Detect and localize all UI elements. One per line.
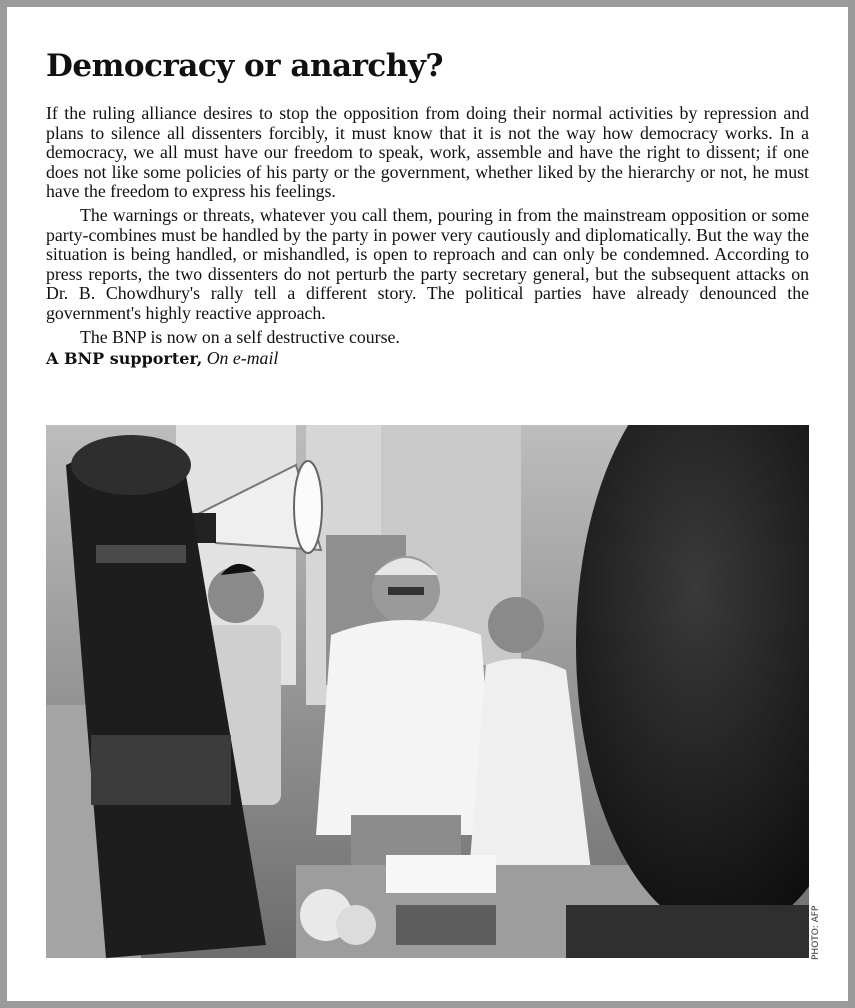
paragraph-2: The warnings or threats, whatever you call them, pouring in from the mainstream opposition or some party-combines must be handled by the party in power very cautiously and diplomatically. But the way the situation is being handled, or mishandled, is open to reproach and can only be condemned. According to press reports, the two dissenters do not perturb the party secretary general, but the subsequent attacks on Dr. B. Chowdhury's rally tell a different story. The political parties have already denounced the government's highly reactive approach. [46, 204, 809, 323]
paragraph-3: The BNP is now on a self destructive course. [80, 326, 400, 347]
headline: Democracy or anarchy? [46, 48, 443, 84]
photo-illustration [46, 425, 809, 958]
photo-credit: PHOTO: AFP [811, 905, 821, 960]
news-photo [46, 425, 809, 958]
byline-author: A BNP supporter, [46, 349, 203, 369]
paragraph-1: If the ruling alliance desires to stop the opposition from doing their normal activities by repression and plans to silence all dissenters forcibly, it must know that it is not the way how democracy works. In a democracy, we all must have our freedom to speak, work, assemble and have the right to dissent; if one does not like some policies of his party or the government, whether liked by the hierarchy or not, he must have the freedom to express his feelings. [46, 103, 809, 202]
byline [46, 349, 809, 369]
byline-source: On e-mail [206, 348, 279, 369]
article-body [46, 104, 809, 369]
